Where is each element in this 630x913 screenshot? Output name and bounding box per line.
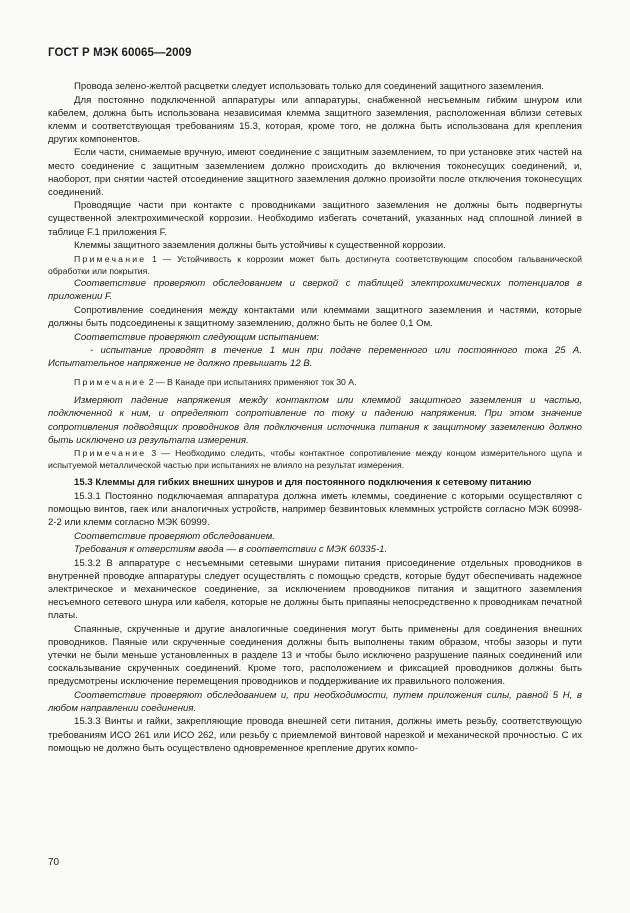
section-heading: 15.3 Клеммы для гибких внешних шнуров и для постоянного подключения к сетевому питанию (74, 477, 532, 489)
paragraph: 15.3.2 В аппаратуре с несъемными сетевыми шнурами питания присоединение отдельных проводников в внутренней проводке аппаратуры следует осуществлять с помощью средств, которые будут обеспечивать надежное электрическое и механическое соединение, за исключением проводников питания и защитного заземления несъемного сетевого шнура или кабеля, которые не должны быть припаяны непосредственно к проводникам печатной платы. (48, 557, 582, 622)
paragraph: Если части, снимаемые вручную, имеют соединение с защитным заземлением, то при установке этих частей на место соединение с защитным заземлением должно происходить до включения токонесущих соединений, и, наоборот, при снятии частей отсоединение защитного заземления должно произойти после отключения токонесущих соединений. (48, 147, 582, 198)
compliance-statement: Соответствие проверяют обследованием и сверкой с таблицей электрохимических потенциалов в приложении F. (48, 278, 582, 303)
paragraph: 15.3.1 Постоянно подключаемая аппаратура должна иметь клеммы, соединение с которыми осуществляют с помощью винтов, гаек или аналогичных устройств, например безвинтовых клеммных устройств согласно МЭК 60998-2-2 или клемм согласно МЭК 60999. (48, 490, 582, 529)
note-label: Примечание (74, 377, 147, 388)
compliance-statement: Соответствие проверяют следующим испытанием: (74, 331, 320, 343)
note-2 (48, 376, 582, 388)
page-body (48, 80, 582, 755)
note-label: Примечание (74, 448, 147, 459)
paragraph: Измеряют падение напряжения между контактом или клеммой защитного заземления и частью, подключенной к ним, и определяют сопротивление по току и падению напряжения. При этом значение сопротивления подводящих проводников для подключения источника питания к защитному заземлению должно быть исключено из результата измерения. (48, 395, 582, 446)
compliance-statement: Соответствие проверяют обследованием. (74, 530, 275, 542)
paragraph: Спаянные, скрученные и другие аналогичные соединения могут быть применены для соединения внешних проводников. Паяные или скрученные соединения должны быть выполнены таким образом, чтобы зазоры и пути утечки не были меньше установленных в разделе 13 и чтобы было исключено разрушение паяных соединений или соскальзывание скрученных соединений. Кроме того, расположением и фиксацией проводников должны быть предусмотрены исключение перемещения проводников и поддерживание их правильного положения. (48, 623, 582, 688)
note-text: 2 — В Канаде при испытаниях применяют ток 30 А. (146, 377, 357, 388)
note-1 (48, 253, 582, 277)
note-text: 3 — Необходимо следить, чтобы контактное сопротивление между концом измерительного щупа и испытуемой металлической частью при испытаниях не влияло на результат измерения. (48, 448, 582, 471)
note-text: 1 — Устойчивость к коррозии может быть достигнута соответствующим способом гальванической обработки или покрытия. (48, 253, 582, 276)
document-header: ГОСТ Р МЭК 60065—2009 (48, 47, 192, 59)
paragraph: Клеммы защитного заземления должны быть устойчивы к существенной коррозии. (74, 240, 446, 252)
paragraph: Для постоянно подключенной аппаратуры или аппаратуры, снабженной несъемным гибким шнуром или кабелем, должна быть использована независимая клемма защитного заземления, расположенная вблизи сетевых клемм и соответствующая требованиям 15.3, которая, кроме того, не должна быть использована для крепления других компонентов. (48, 94, 582, 145)
note-label: Примечание (74, 253, 147, 264)
test-item: - испытание проводят в течение 1 мин при подаче переменного или постоянного тока 25 А. Испытательное напряжение не должно превышать 12 В. (48, 345, 582, 370)
compliance-statement: Соответствие проверяют обследованием и, при необходимости, путем приложения силы, равной 5 Н, в любом направлении соединения. (48, 689, 582, 714)
page-number: 70 (48, 857, 60, 868)
note-3 (48, 447, 582, 471)
paragraph: Провода зелено-желтой расцветки следует использовать только для соединений защитного заземления. (74, 81, 544, 92)
paragraph: Проводящие части при контакте с проводниками защитного заземления не должны быть подвергнуты существенной электрохимической коррозии. Необходимо избегать сочетаний, указанных над сплошной линией в таблице F.1 приложения F. (48, 200, 582, 238)
paragraph: Сопротивление соединения между контактами или клеммами защитного заземления и частями, которые должны быть подсоединены к защитному заземлению, должно быть не более 0,1 Ом. (48, 304, 582, 329)
paragraph: 15.3.3 Винты и гайки, закрепляющие провода внешней сети питания, должны иметь резьбу, соответствующую требованиям ИСО 261 или ИСО 262, или резьбу с приемлемой винтовой нарезкой и механической прочностью. С их помощью не должно быть осуществлено одновременное крепление других компо- (48, 716, 582, 754)
compliance-statement: Требования к отверстиям ввода — в соответствии с МЭК 60335-1. (74, 544, 388, 556)
